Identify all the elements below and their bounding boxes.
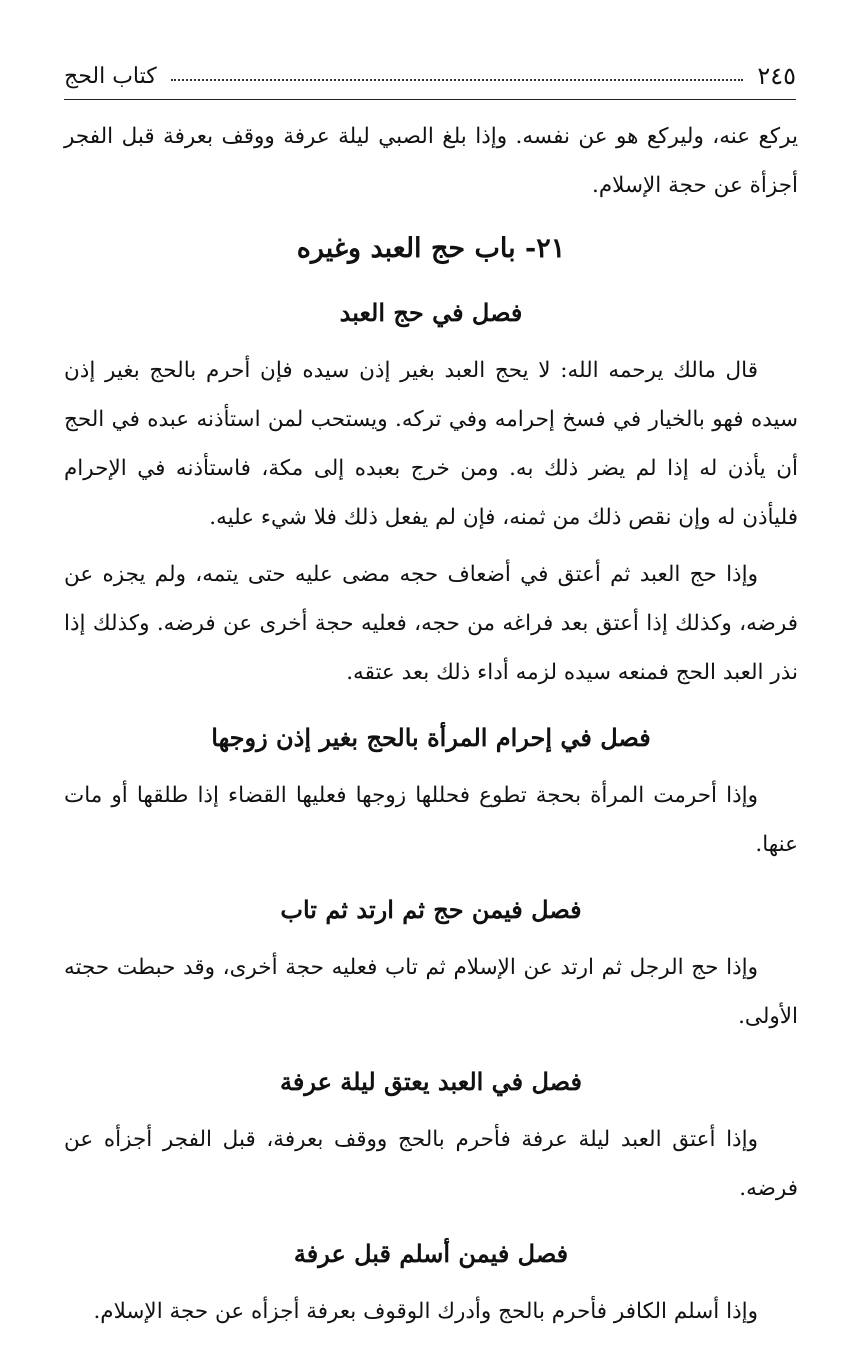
section-title-convert-before-arafah: فصل فيمن أسلم قبل عرفة <box>293 1239 569 1268</box>
page-number: ٢٤٥ <box>757 62 796 90</box>
book-title: كتاب الحج <box>64 63 157 89</box>
header-rule <box>64 99 796 100</box>
paragraph: وإذا أحرمت المرأة بحجة تطوع فحللها زوجها فعليها القضاء إذا طلقها أو مات عنها. <box>64 783 798 857</box>
paragraph: وإذا حج الرجل ثم ارتد عن الإسلام ثم تاب فعليه حجة أخرى، وقد حبطت حجته الأولى. <box>64 955 798 1029</box>
paragraph: وإذا أعتق العبد ليلة عرفة فأحرم بالحج ووقف بعرفة، قبل الفجر أجزأه عن فرضه. <box>64 1127 798 1201</box>
running-header <box>64 56 796 96</box>
paragraph: وإذا حج العبد ثم أعتق في أضعاف حجه مضى عليه حتى يتمه، ولم يجزه عن فرضه، وكذلك إذا أعتق بعد فراغه من حجه، فعليه حجة أخرى عن فرضه. وكذلك إذا نذر العبد الحج فمنعه سيده لزمه أداء ذلك بعد عتقه. <box>64 562 798 685</box>
header-dot-leader <box>171 71 744 81</box>
chapter-title: ٢١- باب حج العبد وغيره <box>296 233 566 264</box>
section-title-apostasy: فصل فيمن حج ثم ارتد ثم تاب <box>280 895 582 924</box>
paragraph: قال مالك يرحمه الله: لا يحج العبد بغير إذن سيده فإن أحرم بالحج بغير إذن سيده فهو بالخيار في فسخ إحرامه وفي تركه. ويستحب لمن استأذنه عبده في الحج أن يأذن له إذا لم يضر ذلك به. ومن خرج بعبده إلى مكة، فاستأذنه في الإحرام فليأذن له وإن نقص ذلك من ثمنه، فإن لم يفعل ذلك فلا شيء عليه. <box>64 358 798 530</box>
page-content <box>64 112 798 1344</box>
intro-paragraph: يركع عنه، وليركع هو عن نفسه. وإذا بلغ الصبي ليلة عرفة ووقف بعرفة قبل الفجر أجزأة عن حجة الإسلام. <box>64 124 798 198</box>
section-title-slave-hajj: فصل في حج العبد <box>339 298 523 327</box>
paragraph: وإذا أسلم الكافر فأحرم بالحج وأدرك الوقوف بعرفة أجزأه عن حجة الإسلام. <box>93 1299 758 1324</box>
section-title-woman-ihram: فصل في إحرام المرأة بالحج بغير إذن زوجها <box>211 723 651 752</box>
section-title-freed-slave-arafah: فصل في العبد يعتق ليلة عرفة <box>280 1067 582 1096</box>
